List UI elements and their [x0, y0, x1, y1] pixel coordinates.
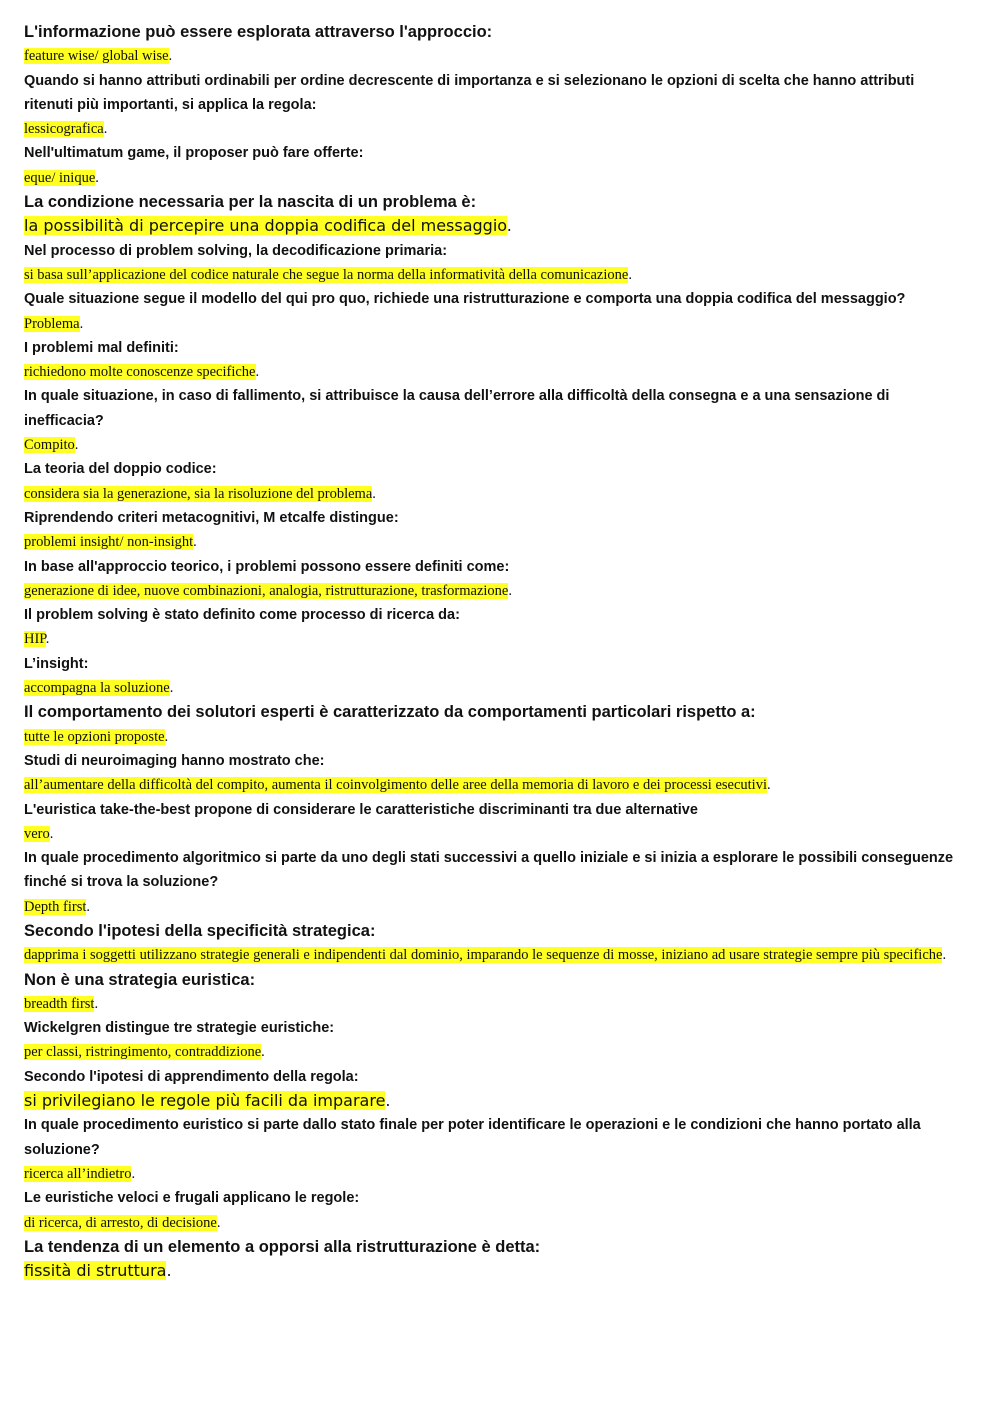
qa-item: [24, 141, 964, 190]
qa-item: [24, 652, 964, 701]
answer-line: richiedono molte conoscenze specifiche.: [24, 364, 260, 381]
answer-line: generazione di idee, nuove combinazioni, analogia, ristrutturazione, trasformazione.: [24, 582, 512, 599]
question-text: L’insight:: [24, 655, 89, 672]
qa-item: [24, 1186, 964, 1235]
question-text: Studi di neuroimaging hanno mostrato che:: [24, 752, 325, 769]
answer-line: di ricerca, di arresto, di decisione.: [24, 1214, 221, 1231]
question-text: Secondo l'ipotesi di apprendimento della regola:: [24, 1068, 359, 1085]
answer-highlight: si basa sull’applicazione del codice naturale che segue la norma della informatività della comunicazione: [24, 266, 629, 283]
answer-line: Problema.: [24, 315, 84, 332]
question-text: I problemi mal definiti:: [24, 339, 179, 356]
qa-item: [24, 69, 964, 142]
question-text: La teoria del doppio codice:: [24, 461, 217, 478]
answer-line: dapprima i soggetti utilizzano strategie generali e indipendenti dal dominio, imparando le sequenze di mosse, iniziano ad usare strategie sempre più specifiche.: [24, 947, 947, 964]
question-text: Quando si hanno attributi ordinabili per ordine decrescente di importanza e si selezionano le opzioni di scelta che hanno attributi ritenuti più importanti, si applica la regola:: [24, 72, 915, 113]
question-text: In quale situazione, in caso di fallimento, si attribuisce la causa dell’errore alla difficoltà della consegna e a una sensazione di inefficacia?: [24, 388, 890, 429]
answer-highlight: si privilegiano le regole più facili da imparare: [24, 1091, 386, 1111]
question-text: Secondo l'ipotesi della specificità strategica:: [24, 921, 376, 940]
question-text: L'euristica take-the-best propone di considerare le caratteristiche discriminanti tra due alternative: [24, 801, 698, 818]
qa-item: [24, 555, 964, 604]
question-text: In quale procedimento euristico si parte dallo stato finale per poter identificare le operazioni e le condizioni che hanno portato alla soluzione?: [24, 1117, 921, 1158]
answer-line: vero.: [24, 825, 54, 842]
question-text: Wickelgren distingue tre strategie euristiche:: [24, 1020, 335, 1037]
answer-line: breadth first.: [24, 995, 99, 1012]
qa-item: [24, 846, 964, 919]
question-text: Non è una strategia euristica:: [24, 970, 256, 989]
answer-highlight: lessicografica: [24, 121, 104, 138]
qa-item: [24, 700, 964, 749]
qa-item: [24, 968, 964, 1017]
qa-item: [24, 749, 964, 798]
qa-item: [24, 919, 964, 968]
question-text: La condizione necessaria per la nascita di un problema è:: [24, 193, 477, 212]
answer-highlight: fissità di struttura: [24, 1261, 167, 1281]
answer-line: si basa sull’applicazione del codice naturale che segue la norma della informatività della comunicazione.: [24, 266, 632, 283]
question-text: Quale situazione segue il modello del qui pro quo, richiede una ristrutturazione e comporta una doppia codifica del messaggio?: [24, 291, 906, 308]
answer-highlight: di ricerca, di arresto, di decisione: [24, 1214, 217, 1231]
question-text: Nell'ultimatum game, il proposer può fare offerte:: [24, 145, 364, 162]
answer-highlight: breadth first: [24, 995, 95, 1012]
answer-highlight: problemi insight/ non-insight: [24, 534, 194, 551]
question-text: In base all'approccio teorico, i problemi possono essere definiti come:: [24, 558, 510, 575]
qa-item: [24, 506, 964, 555]
answer-line: la possibilità di percepire una doppia codifica del messaggio.: [24, 216, 512, 236]
qa-item: [24, 798, 964, 847]
answer-line: Depth first.: [24, 898, 91, 915]
question-text: La tendenza di un elemento a opporsi alla ristrutturazione è detta:: [24, 1237, 541, 1256]
question-text: L'informazione può essere esplorata attraverso l'approccio:: [24, 23, 493, 41]
answer-highlight: richiedono molte conoscenze specifiche: [24, 364, 256, 381]
question-text: Nel processo di problem solving, la decodificazione primaria:: [24, 242, 448, 259]
answer-line: all’aumentare della difficoltà del compito, aumenta il coinvolgimento delle aree della memoria di lavoro e dei processi esecutivi.: [24, 777, 771, 794]
qa-item: [24, 336, 964, 385]
question-text: Il comportamento dei solutori esperti è caratterizzato da comportamenti particolari rispetto a:: [24, 703, 756, 722]
qa-item: [24, 603, 964, 652]
qa-item: [24, 384, 964, 457]
question-answer-list: [24, 20, 964, 1283]
answer-highlight: vero: [24, 825, 50, 842]
answer-highlight: dapprima i soggetti utilizzano strategie generali e indipendenti dal dominio, imparando le sequenze di mosse, iniziano ad usare strategie sempre più specifiche: [24, 947, 943, 964]
answer-line: accompagna la soluzione.: [24, 680, 174, 697]
qa-item: [24, 1113, 964, 1186]
qa-item: [24, 20, 964, 69]
answer-highlight: ricerca all’indietro: [24, 1165, 132, 1182]
qa-item: [24, 1016, 964, 1065]
answer-highlight: per classi, ristringimento, contraddizione: [24, 1044, 262, 1061]
qa-item: [24, 190, 964, 239]
answer-line: eque/ inique.: [24, 169, 99, 186]
answer-highlight: Depth first: [24, 898, 87, 915]
answer-line: tutte le opzioni proposte.: [24, 728, 169, 745]
answer-line: ricerca all’indietro.: [24, 1165, 136, 1182]
answer-line: Compito.: [24, 437, 79, 454]
answer-highlight: generazione di idee, nuove combinazioni, analogia, ristrutturazione, trasformazione: [24, 582, 509, 599]
answer-line: lessicografica.: [24, 121, 108, 138]
answer-highlight: eque/ inique: [24, 169, 96, 186]
answer-highlight: all’aumentare della difficoltà del compito, aumenta il coinvolgimento delle aree della memoria di lavoro e dei processi esecutivi: [24, 777, 767, 794]
answer-highlight: feature wise/ global wise: [24, 48, 169, 65]
qa-item: [24, 457, 964, 506]
qa-item: [24, 1065, 964, 1114]
answer-line: per classi, ristringimento, contraddizione.: [24, 1044, 265, 1061]
answer-highlight: tutte le opzioni proposte: [24, 728, 165, 745]
answer-line: si privilegiano le regole più facili da imparare.: [24, 1091, 391, 1111]
answer-highlight: HIP: [24, 631, 46, 648]
answer-line: considera sia la generazione, sia la risoluzione del problema.: [24, 485, 376, 502]
answer-line: HIP.: [24, 631, 50, 648]
question-text: Le euristiche veloci e frugali applicano le regole:: [24, 1190, 360, 1207]
document-page: [24, 20, 964, 1283]
answer-highlight: la possibilità di percepire una doppia codifica del messaggio: [24, 216, 507, 236]
qa-item: [24, 1235, 964, 1284]
question-text: Il problem solving è stato definito come processo di ricerca da:: [24, 607, 460, 624]
answer-highlight: Compito: [24, 437, 75, 454]
qa-item: [24, 239, 964, 288]
question-text: In quale procedimento algoritmico si parte da uno degli stati successivi a quello iniziale e si inizia a esplorare le possibili conseguenze finché si trova la soluzione?: [24, 850, 954, 891]
answer-highlight: considera sia la generazione, sia la risoluzione del problema: [24, 485, 373, 502]
answer-line: problemi insight/ non-insight.: [24, 534, 197, 551]
answer-line: feature wise/ global wise.: [24, 48, 173, 65]
qa-item: [24, 287, 964, 336]
question-text: Riprendendo criteri metacognitivi, M etcalfe distingue:: [24, 509, 399, 526]
answer-highlight: accompagna la soluzione: [24, 680, 170, 697]
answer-line: fissità di struttura.: [24, 1261, 172, 1281]
answer-highlight: Problema: [24, 315, 80, 332]
